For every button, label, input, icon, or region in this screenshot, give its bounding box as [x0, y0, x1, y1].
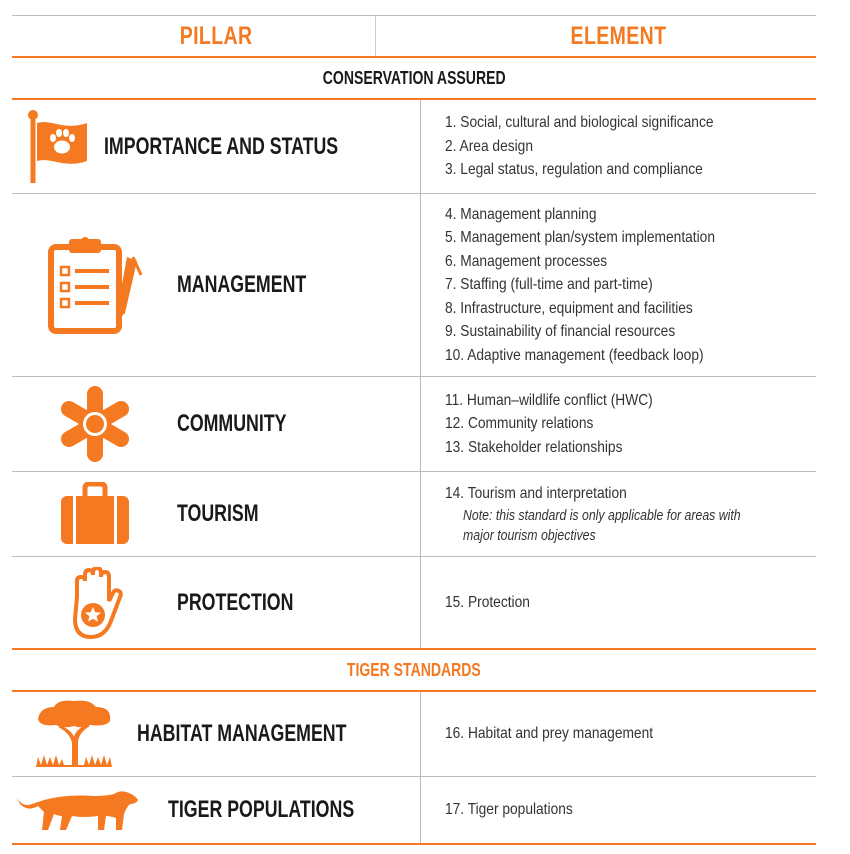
- pillar-column-header: PILLAR: [57, 16, 376, 56]
- element-item: 1. Social, cultural and biological significance: [445, 114, 714, 132]
- pillar-cell: [12, 100, 421, 193]
- hand-star-icon: [12, 567, 177, 639]
- table-row-habitat-management: [12, 692, 816, 777]
- element-cell: [421, 692, 816, 776]
- element-item: 3. Legal status, regulation and compliance: [445, 161, 703, 179]
- applicability-note: major tourism objectives: [463, 526, 596, 544]
- pillar-cell: [12, 377, 421, 471]
- pillar-cell: [12, 692, 421, 776]
- element-item: 9. Sustainability of financial resources: [445, 323, 676, 341]
- pillar-cell: [12, 777, 421, 843]
- pillar-cell: [12, 557, 421, 648]
- section-title: TIGER STANDARDS: [347, 659, 481, 680]
- joined-hands-icon: [12, 384, 177, 464]
- table-row-importance-status: [12, 100, 816, 194]
- element-item: 6. Management processes: [445, 252, 608, 270]
- pillar-name: IMPORTANCE AND STATUS: [103, 132, 338, 160]
- table-row-protection: [12, 557, 816, 648]
- pillar-element-table: [12, 15, 816, 845]
- acacia-tree-icon: [12, 699, 137, 769]
- element-cell: [421, 557, 816, 648]
- suitcase-icon: [12, 482, 177, 546]
- element-item: 11. Human–wildlife conflict (HWC): [445, 391, 653, 409]
- element-item: 10. Adaptive management (feedback loop): [445, 346, 704, 364]
- element-item: 4. Management planning: [445, 205, 597, 223]
- pillar-name: COMMUNITY: [177, 410, 287, 437]
- pillar-name: MANAGEMENT: [177, 271, 307, 298]
- table-header: [12, 15, 816, 56]
- element-item: 7. Staffing (full-time and part-time): [445, 276, 653, 294]
- section-tiger-standards: [12, 648, 816, 692]
- element-cell: [421, 472, 816, 556]
- pillar-name: PROTECTION: [177, 588, 294, 616]
- clipboard-pen-icon: [12, 235, 177, 335]
- element-item: 17. Tiger populations: [445, 801, 573, 819]
- pillar-cell: [12, 472, 421, 556]
- element-item: 8. Infrastructure, equipment and facilities: [445, 299, 693, 317]
- pillar-cell: [12, 194, 421, 376]
- element-item: 16. Habitat and prey management: [445, 725, 654, 743]
- table-row-management: [12, 194, 816, 377]
- pillar-name: TIGER POPULATIONS: [168, 796, 355, 823]
- element-item: 5. Management plan/system implementation: [445, 229, 715, 247]
- element-item: 2. Area design: [445, 137, 533, 155]
- element-item: 12. Community relations: [445, 415, 594, 433]
- element-item: 13. Stakeholder relationships: [445, 438, 623, 456]
- element-item: 15. Protection: [445, 593, 530, 611]
- pillar-name: TOURISM: [177, 500, 259, 527]
- table-row-tiger-populations: [12, 777, 816, 845]
- applicability-note: Note: this standard is only applicable for areas with: [463, 506, 741, 524]
- element-column-header: ELEMENT: [570, 21, 667, 50]
- element-item: 14. Tourism and interpretation: [445, 485, 627, 503]
- element-cell: [421, 194, 816, 376]
- paw-flag-icon: [12, 109, 104, 185]
- table-row-tourism: [12, 472, 816, 557]
- section-title: CONSERVATION ASSURED: [322, 67, 506, 88]
- tiger-icon: [12, 786, 168, 834]
- element-cell: [421, 777, 816, 843]
- pillar-name: HABITAT MANAGEMENT: [136, 720, 347, 747]
- section-conservation-assured: [12, 56, 816, 100]
- table-row-community: [12, 377, 816, 472]
- element-cell: [421, 100, 816, 193]
- element-cell: [421, 377, 816, 471]
